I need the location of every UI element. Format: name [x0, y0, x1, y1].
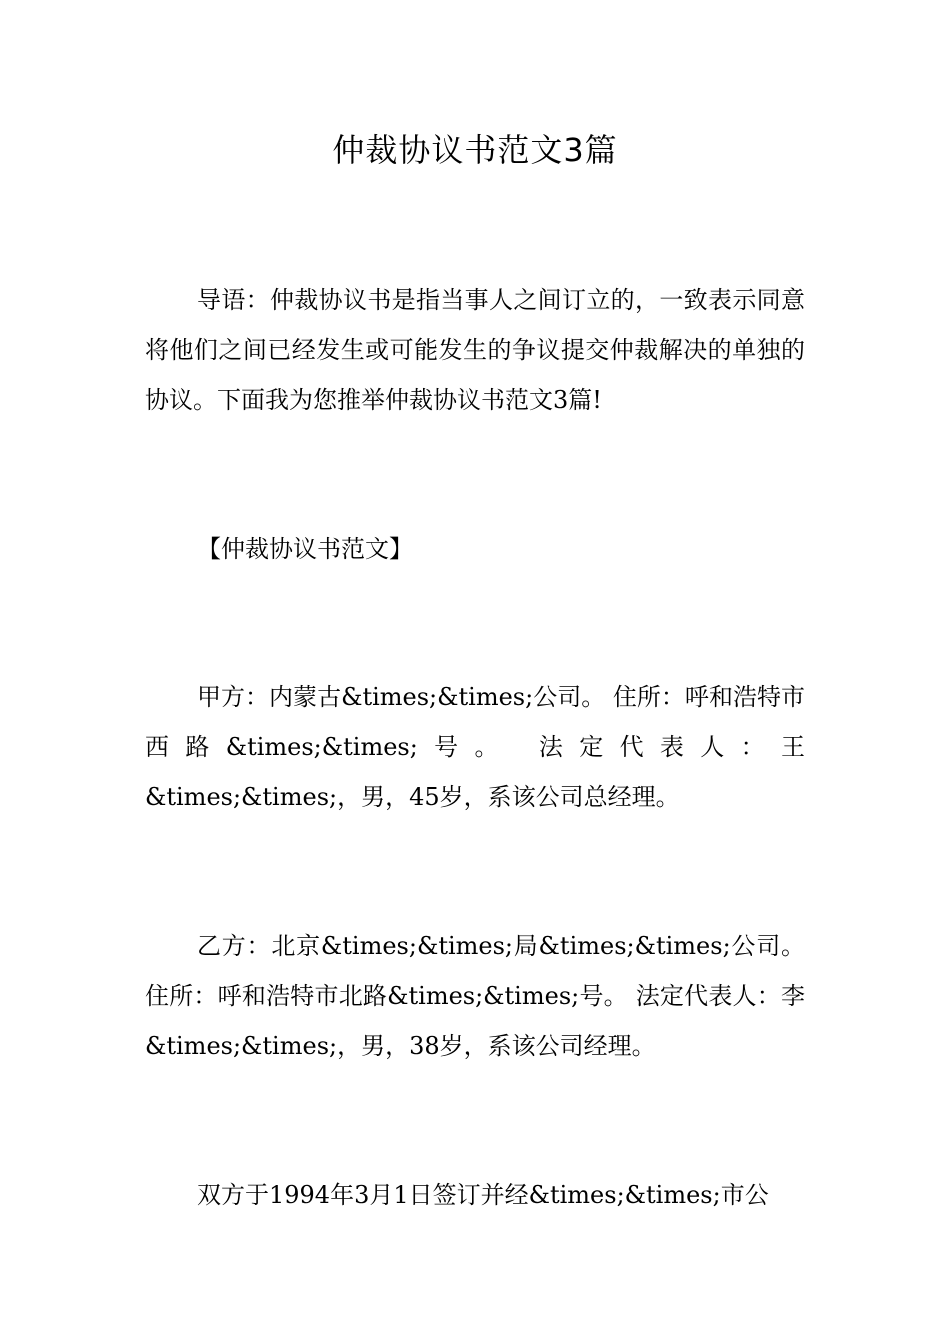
agreement-paragraph: 双方于1994年3月1日签订并经&times;&times;市公: [197, 1181, 769, 1209]
document-title: 仲裁协议书范文3篇: [332, 131, 618, 169]
intro-paragraph: 导语：仲裁协议书是指当事人之间订立的，一致表示同意将他们之间已经发生或可能发生的争议提交仲裁解决的单独的协议。下面我为您推举仲裁协议书范文3篇!: [145, 286, 805, 414]
section-heading: 【仲裁协议书范文】: [197, 535, 413, 563]
party-a-paragraph: 甲方：内蒙古&times;&times;公司。 住所：呼和浩特市西路&times;&times;号。 法定代表人：王&times;&times;，男，45岁，系该公司总经理。: [145, 683, 805, 811]
party-b-paragraph: 乙方：北京&times;&times;局&times;&times;公司。 住所：呼和浩特市北路&times;&times;号。 法定代表人：李&times;&times;，男，38岁，系该公司经理。: [145, 932, 805, 1060]
